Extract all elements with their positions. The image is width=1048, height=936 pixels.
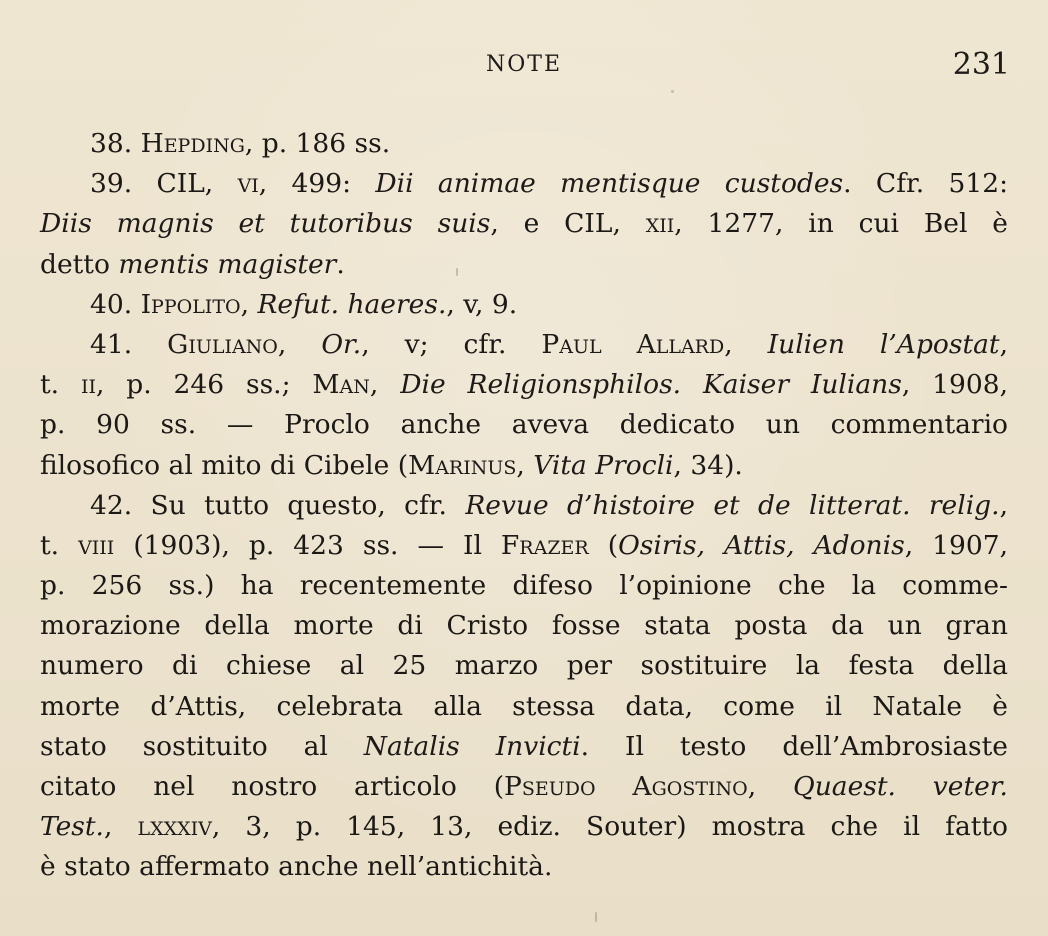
text-run: , 1277, in cui Bel è — [674, 208, 1008, 240]
italic-text: Die Religionsphilos. Kaiser Iulians — [400, 369, 902, 401]
text-run: è stato affermato anche nell’antichità. — [40, 851, 553, 883]
text-run: (1903), p. 423 ss. — Il — [114, 529, 501, 561]
author-name: Marinus — [408, 449, 517, 481]
paper-speck — [595, 912, 597, 922]
footnote-line — [40, 365, 1008, 405]
text-run: , p. 246 ss.; — [95, 369, 313, 401]
author-name: Frazer — [500, 529, 589, 561]
italic-text: Revue d’histoire et de litterat. relig. — [465, 489, 1000, 521]
footnote-line — [40, 245, 1008, 285]
author-name: Pseudo Agostino — [504, 771, 748, 802]
footnote-line — [40, 124, 1008, 164]
italic-text: Natalis Invicti — [363, 730, 581, 762]
text-run: . Cfr. 512: — [843, 168, 1009, 200]
italic-text: Test. — [40, 811, 104, 843]
text-run: , 499: — [258, 168, 376, 200]
footnote-line — [40, 325, 1008, 365]
footnote-38 — [40, 124, 1008, 164]
italic-text: Osiris, Attis, Adonis — [618, 529, 905, 561]
footnote-line — [40, 606, 1008, 646]
text-run: morte d’Attis, celebrata alla stessa data, come il Natale è — [40, 690, 1008, 722]
italic-text: Vita Procli — [533, 449, 674, 481]
footnote-line — [40, 164, 1008, 204]
footnote-line — [40, 566, 1008, 606]
text-run: citato nel nostro articolo ( — [40, 771, 505, 802]
footnote-39 — [40, 164, 1008, 285]
footnote-line — [40, 807, 1008, 847]
text-run: , v; cfr. — [361, 328, 542, 360]
text-run: morazione della morte di Cristo fosse stata posta da un gran — [40, 610, 1008, 642]
text-run: p. 256 ss.) ha recentemente difeso l’opinione che la comme- — [40, 570, 1008, 602]
text-run: t. — [40, 369, 81, 401]
text-run: stato sostituito al — [40, 730, 364, 762]
text-run: ( — [588, 529, 619, 561]
author-name: Giuliano — [167, 328, 278, 360]
text-run: , p. 186 ss. — [244, 128, 391, 159]
footnote-line — [40, 405, 1008, 445]
footnote-42 — [40, 486, 1008, 888]
text-run: t. — [40, 529, 79, 561]
footnote-line — [40, 687, 1008, 727]
text-run: , — [240, 288, 258, 320]
footnote-line — [40, 847, 1008, 887]
text-run: , 3, p. 145, 13, ediz. Souter) mostra che il fatto — [211, 811, 1008, 843]
text-run: , e CIL, — [490, 208, 646, 240]
text-run: , — [999, 489, 1008, 521]
text-run: , — [277, 328, 322, 360]
roman-numeral: xii — [645, 208, 675, 240]
text-run: filosofico al mito di Cibele ( — [40, 449, 409, 481]
footnote-40 — [40, 285, 1008, 325]
page-number: 231 — [952, 47, 1010, 82]
text-run: 39. CIL, — [90, 168, 238, 200]
author-name: Paul Allard — [541, 328, 725, 360]
italic-text: Dii animae mentisque custodes — [375, 168, 844, 200]
text-run: 40. — [90, 288, 141, 320]
page-header — [0, 44, 1048, 90]
text-run: , 1908, — [901, 369, 1008, 401]
footnote-line — [40, 486, 1008, 526]
italic-text: Iulien l’Apostat — [767, 328, 1000, 360]
text-run: , — [103, 811, 138, 843]
text-run: . Il testo dell’Ambrosiaste — [580, 730, 1008, 762]
roman-numeral: ii — [80, 369, 96, 401]
footnote-line — [40, 285, 1008, 325]
footnote-line — [40, 446, 1008, 486]
text-run: , 1907, — [904, 529, 1008, 561]
italic-text: Or. — [321, 328, 362, 360]
text-run: numero di chiese al 25 marzo per sostituire la festa della — [40, 650, 1008, 682]
text-run: , — [369, 369, 401, 401]
footnotes-section — [40, 124, 1008, 888]
text-run: , — [999, 328, 1008, 360]
text-run: , 34). — [673, 449, 743, 481]
author-name: Man — [312, 369, 370, 401]
text-run: p. 90 ss. — Proclo anche aveva dedicato un commentario — [40, 409, 1008, 441]
paper-speck — [671, 90, 674, 93]
text-run: , — [747, 771, 794, 802]
text-run: , — [516, 449, 534, 481]
footnote-line — [40, 767, 1008, 807]
footnote-line — [40, 727, 1008, 767]
footnote-line — [40, 526, 1008, 566]
footnote-line — [40, 646, 1008, 686]
text-run: , — [724, 328, 768, 360]
running-title: NOTE — [486, 52, 563, 77]
footnote-line — [40, 204, 1008, 244]
italic-text: mentis magister — [118, 248, 337, 280]
text-run: detto — [40, 248, 119, 280]
author-name: Ippolito — [140, 288, 241, 320]
text-run: 42. Su tutto questo, cfr. — [90, 489, 466, 521]
italic-text: Diis magnis et tutoribus suis — [40, 208, 491, 240]
paper-speck — [456, 268, 458, 276]
italic-text: Quaest. veter. — [793, 771, 1008, 802]
text-run: 41. — [90, 328, 168, 360]
roman-numeral: vi — [237, 168, 259, 200]
footnote-41 — [40, 325, 1008, 486]
text-run: . — [336, 248, 345, 280]
author-name: Hepding — [140, 128, 245, 159]
text-run: , v, 9. — [446, 288, 518, 320]
text-run: 38. — [90, 128, 141, 159]
roman-numeral: lxxxiv — [137, 811, 212, 843]
italic-text: Refut. haeres. — [257, 288, 447, 320]
roman-numeral: viii — [78, 529, 115, 561]
